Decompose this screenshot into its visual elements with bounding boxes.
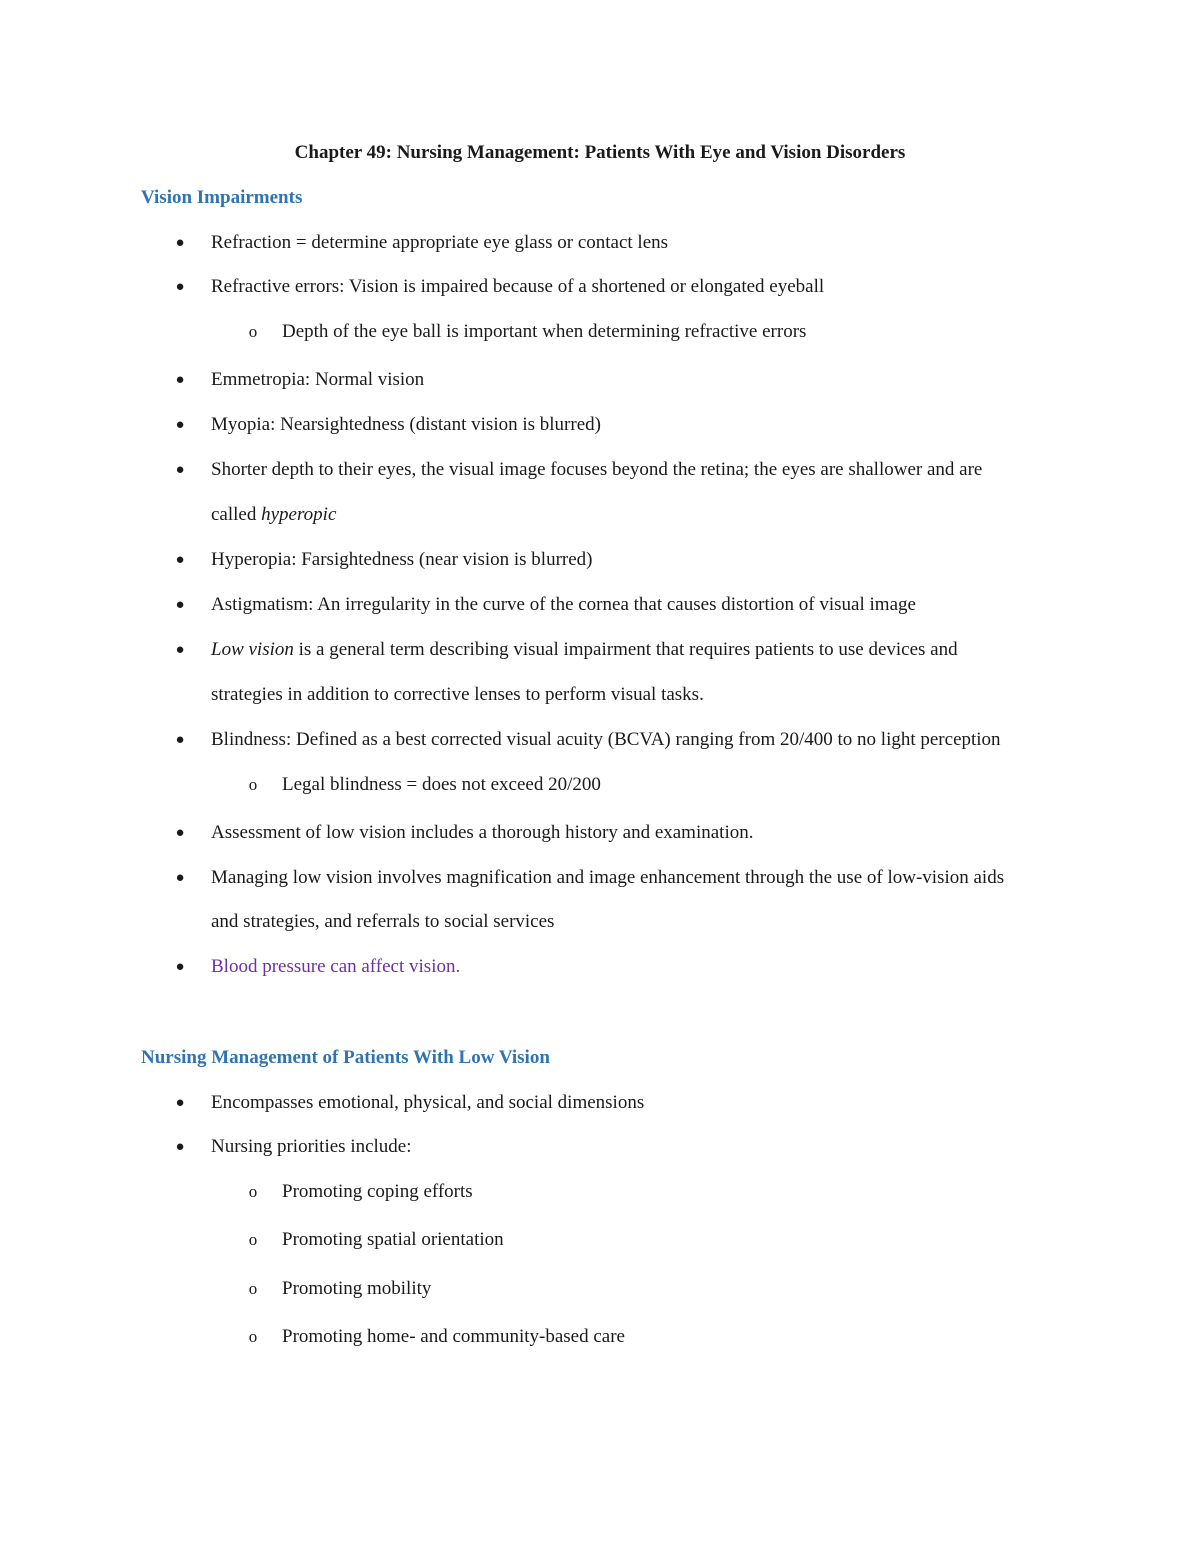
bullet-icon: ● (175, 732, 185, 748)
sub-list-item: Promoting spatial orientation (282, 1229, 504, 1250)
bullet-icon: ● (175, 462, 185, 478)
bullet-icon: ● (175, 1139, 185, 1155)
list-item-highlight: Blood pressure can affect vision. (211, 956, 461, 977)
bullet-icon: ● (175, 825, 185, 841)
list-item: Astigmatism: An irregularity in the curve of the cornea that causes distortion of visual image (211, 594, 916, 615)
bullet-icon: ● (175, 1095, 185, 1111)
bullet-icon: ● (175, 279, 185, 295)
sub-bullet-icon: o (248, 1279, 258, 1298)
list-item-continuation: strategies in addition to corrective lenses to perform visual tasks. (211, 684, 704, 705)
list-item: Myopia: Nearsightedness (distant vision is blurred) (211, 414, 601, 435)
sub-bullet-icon: o (248, 775, 258, 794)
list-item-continuation: and strategies, and referrals to social services (211, 911, 555, 932)
list-item: Refraction = determine appropriate eye glass or contact lens (211, 232, 669, 253)
bullet-icon: ● (175, 642, 185, 658)
list-item-text: is a general term describing visual impairment that requires patients to use devices and (293, 639, 958, 660)
sub-list-item: Promoting coping efforts (282, 1181, 473, 1202)
sub-bullet-icon: o (248, 1327, 258, 1346)
list-item: Refractive errors: Vision is impaired because of a shortened or elongated eyeball (211, 276, 825, 297)
bullet-icon: ● (175, 959, 185, 975)
page-title: Chapter 49: Nursing Management: Patients With Eye and Vision Disorders (294, 142, 906, 163)
sub-list-item: Promoting mobility (282, 1278, 432, 1299)
section-heading-nursing-management: Nursing Management of Patients With Low Vision (141, 1047, 550, 1068)
list-item (211, 637, 958, 663)
bullet-icon: ● (175, 870, 185, 886)
list-item-text: called (211, 504, 262, 525)
section-heading-vision-impairments: Vision Impairments (141, 187, 303, 208)
list-item: Encompasses emotional, physical, and social dimensions (211, 1092, 645, 1113)
list-item: Assessment of low vision includes a thorough history and examination. (211, 822, 754, 843)
italic-term: hyperopic (261, 504, 337, 525)
sub-list-item: Legal blindness = does not exceed 20/200 (282, 774, 601, 795)
italic-term: Low vision (211, 639, 294, 660)
list-item: Managing low vision involves magnification and image enhancement through the use of low-vision aids (211, 867, 1005, 888)
sub-bullet-icon: o (248, 1182, 258, 1201)
bullet-icon: ● (175, 235, 185, 251)
sub-list-item: Depth of the eye ball is important when determining refractive errors (282, 321, 807, 342)
sub-bullet-icon: o (248, 1230, 258, 1249)
bullet-icon: ● (175, 597, 185, 613)
bullet-icon: ● (175, 417, 185, 433)
list-item: Blindness: Defined as a best corrected visual acuity (BCVA) ranging from 20/400 to no light perception (211, 729, 1001, 750)
bullet-icon: ● (175, 552, 185, 568)
sub-list-item: Promoting home- and community-based care (282, 1326, 625, 1347)
list-item-continuation (211, 502, 336, 528)
list-item: Shorter depth to their eyes, the visual image focuses beyond the retina; the eyes are shallower and are (211, 459, 983, 480)
list-item: Emmetropia: Normal vision (211, 369, 425, 390)
list-item: Hyperopia: Farsightedness (near vision is blurred) (211, 549, 593, 570)
list-item: Nursing priorities include: (211, 1136, 412, 1157)
bullet-icon: ● (175, 372, 185, 388)
sub-bullet-icon: o (248, 322, 258, 341)
